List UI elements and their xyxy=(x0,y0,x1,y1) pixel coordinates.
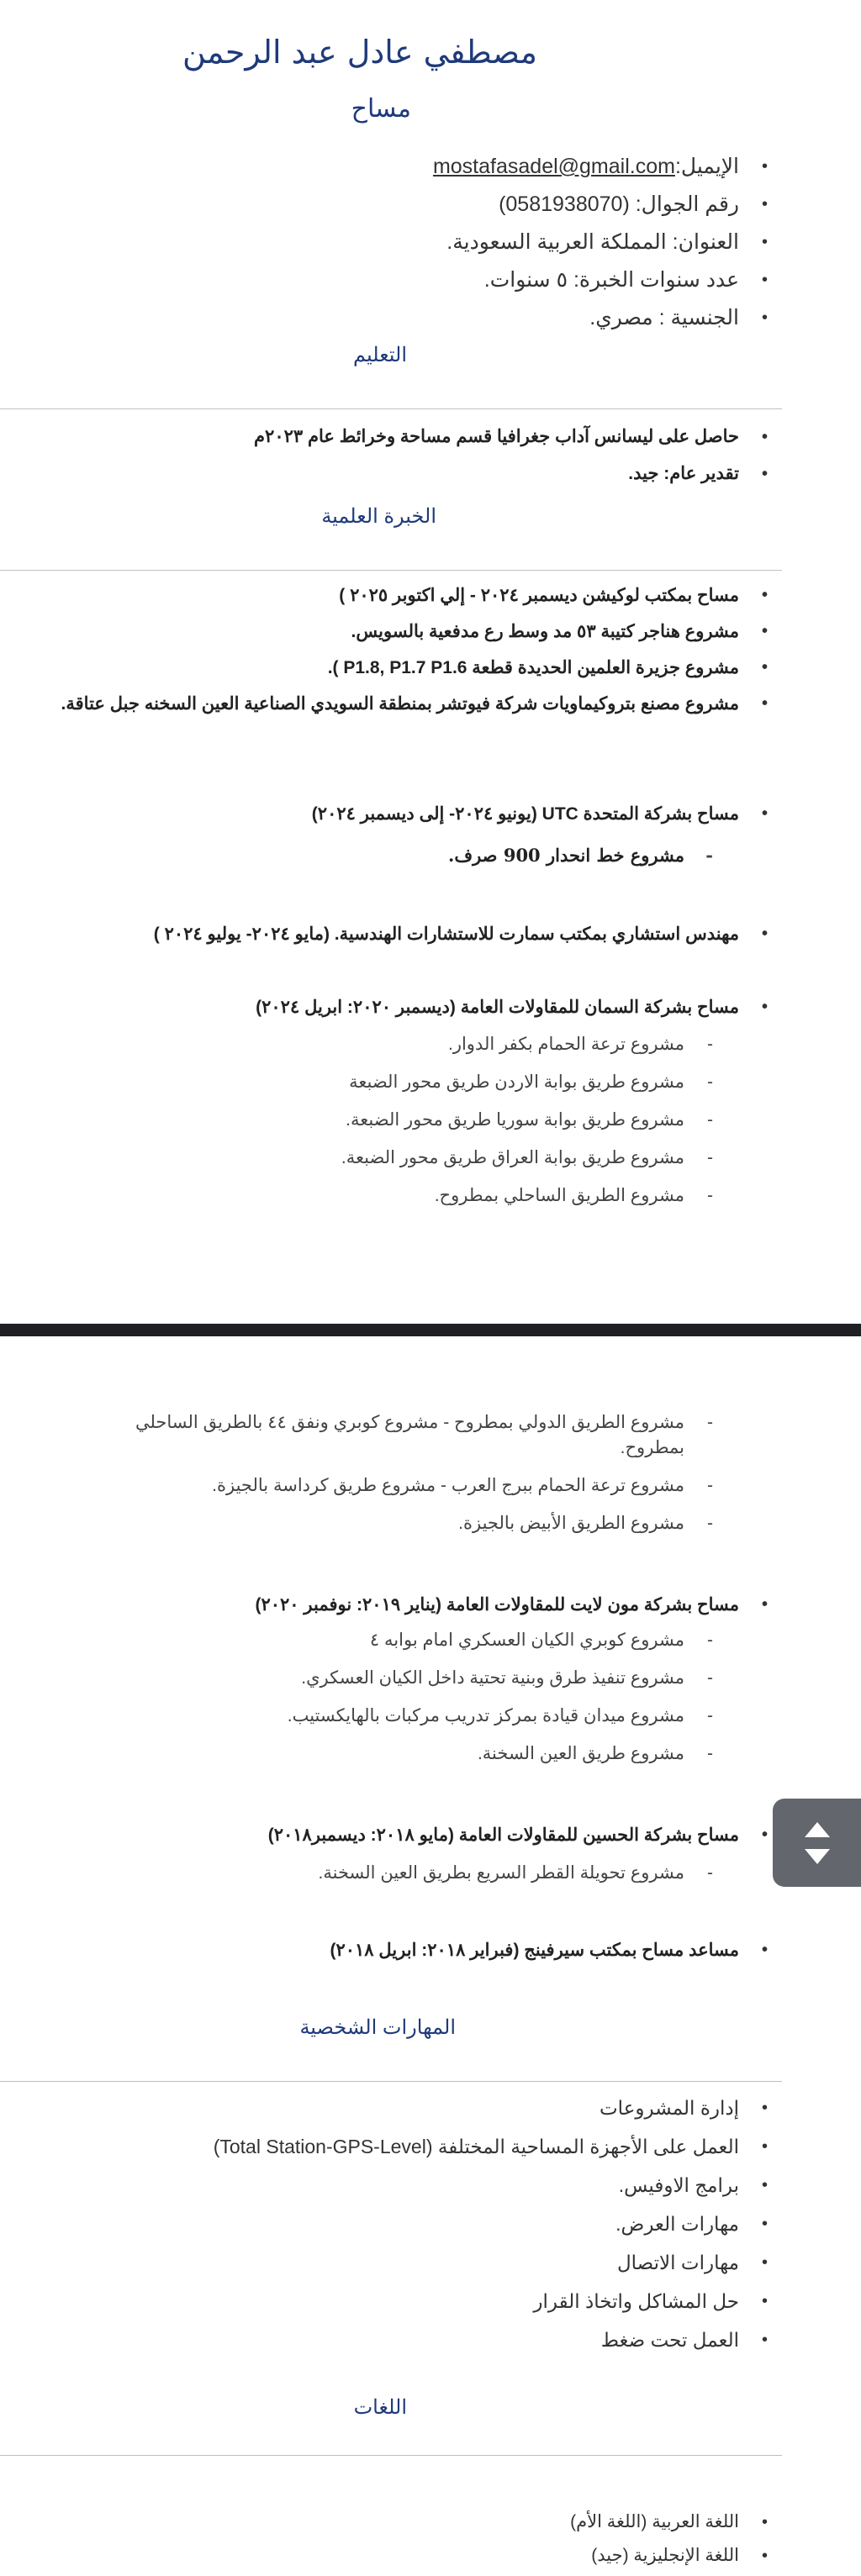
candidate-name: مصطفي عادل عبد الرحمن xyxy=(182,34,537,71)
contact-phone: رقم الجوال: (0581938070) • xyxy=(433,189,739,227)
job2-title: مساح بشركة المتحدة UTC (يونيو ٢٠٢٤- إلى ديسمبر ٢٠٢٤) • xyxy=(312,803,739,825)
job2-projects xyxy=(448,843,684,881)
job2-list xyxy=(312,803,739,825)
job5-project-1: مشروع كوبري الكيان العسكري امام بوابه ٤ - xyxy=(288,1628,684,1653)
job4-project-3: مشروع طريق بوابة سوريا طريق محور الضبعة. - xyxy=(341,1108,684,1133)
job6-list xyxy=(268,1824,739,1846)
job1-list xyxy=(50,584,739,715)
education-degree: حاصل على ليسانس آداب جغرافيا قسم مساحة وخرائط عام ٢٠٢٣م • xyxy=(254,424,739,461)
job4-title: مساح بشركة السمان للمقاولات العامة (ديسمبر ٢٠٢٠: ابريل ٢٠٢٤) • xyxy=(256,996,739,1019)
skill-item: مهارات الاتصال • xyxy=(214,2247,739,2286)
job4-projects-continued xyxy=(113,1410,684,1549)
job4-project-1: مشروع ترعة الحمام بكفر الدوار. - xyxy=(341,1032,684,1057)
job1-project-2: مشروع جزيرة العلمين الحديدة قطعة P1.8, P1.7 P1.6 ). • xyxy=(50,656,739,693)
email-label: الإيميل: xyxy=(674,155,739,178)
job5-project-2: مشروع تنفيذ طرق وبنية تحتية داخل الكيان العسكري. - xyxy=(288,1666,684,1691)
job1-project-3: مشروع مصنع بتروكيماويات شركة فيوتشر بمنطقة السويدي الصناعية العين السخنه جبل عتاقة. • xyxy=(50,693,739,715)
job4-project-2: مشروع طريق بوابة الاردن طريق محور الضبعة - xyxy=(341,1070,684,1095)
job6-project-1: مشروع تحويلة القطر السريع بطريق العين السخنة. - xyxy=(319,1861,684,1886)
contact-address: العنوان: المملكة العربية السعودية. • xyxy=(433,227,739,265)
job5-title: مساح بشركة مون لايت للمقاولات العامة (يناير ٢٠١٩: نوفمبر ٢٠٢٠) • xyxy=(255,1594,739,1616)
languages-list xyxy=(570,2509,739,2576)
scroll-toggle-button[interactable] xyxy=(773,1799,861,1887)
section-divider xyxy=(0,570,782,571)
contact-experience-years: عدد سنوات الخبرة: ٥ سنوات. • xyxy=(433,265,739,303)
job2-project-1: مشروع خط انحدار 900 صرف. - xyxy=(448,843,684,868)
job7-list xyxy=(330,1939,739,1962)
skills-list xyxy=(214,2093,739,2363)
skill-item: برامج الاوفيس. • xyxy=(214,2170,739,2209)
job-title: مساح xyxy=(351,94,411,124)
email-link[interactable]: mostafasadel@gmail.com xyxy=(432,155,675,178)
job4-projects xyxy=(341,1032,684,1221)
skill-item: إدارة المشروعات • xyxy=(214,2093,739,2131)
contact-email xyxy=(433,151,739,189)
education-list xyxy=(254,424,739,498)
job6-projects xyxy=(319,1861,684,1899)
skills-heading: المهارات الشخصية xyxy=(299,2016,456,2039)
skill-item: مهارات العرض. • xyxy=(214,2209,739,2247)
job1-project-1: مشروع هناجر كتيبة ٥٣ مد وسط رع مدفعية بالسويس. • xyxy=(50,620,739,656)
section-divider xyxy=(0,408,782,409)
up-down-chevrons-icon xyxy=(801,1819,833,1867)
job4-project-6: مشروع الطريق الدولي بمطروح - مشروع كوبري ونفق ٤٤ بالطريق الساحلي بمطروح. - xyxy=(113,1410,684,1461)
languages-heading: اللغات xyxy=(353,2396,407,2419)
job5-project-4: مشروع طريق العين السخنة. - xyxy=(288,1741,684,1767)
job4-list xyxy=(256,996,739,1019)
skill-item: العمل تحت ضغط • xyxy=(214,2325,739,2363)
contact-list xyxy=(433,151,739,340)
contact-nationality: الجنسية : مصري. • xyxy=(433,303,739,340)
job5-project-3: مشروع ميدان قيادة بمركز تدريب مركبات بالهايكستيب. - xyxy=(288,1704,684,1729)
education-grade: تقدير عام: جيد. • xyxy=(254,461,739,498)
skill-item: حل المشاكل واتخاذ القرار • xyxy=(214,2286,739,2325)
education-heading: التعليم xyxy=(353,344,407,366)
job3-title: مهندس استشاري بمكتب سمارت للاستشارات الهندسية. (مايو ٢٠٢٤- يوليو ٢٠٢٤ ) • xyxy=(154,923,739,946)
job1-title: مساح بمكتب لوكيشن ديسمبر ٢٠٢٤ - إلي اكتوبر ٢٠٢٥ ) • xyxy=(50,584,739,620)
job4-project-5: مشروع الطريق الساحلي بمطروح. - xyxy=(341,1183,684,1209)
job4-project-8: مشروع الطريق الأبيض بالجيزة. - xyxy=(113,1511,684,1536)
job5-list xyxy=(255,1594,739,1616)
job6-title: مساح بشركة الحسين للمقاولات العامة (مايو ٢٠١٨: ديسمبر٢٠١٨) • xyxy=(268,1824,739,1846)
job4-project-7: مشروع ترعة الحمام ببرج العرب - مشروع طريق كرداسة بالجيزة. - xyxy=(113,1473,684,1499)
job4-project-4: مشروع طريق بوابة العراق طريق محور الضبعة. - xyxy=(341,1146,684,1171)
job3-list xyxy=(154,923,739,946)
section-divider xyxy=(0,2455,782,2456)
section-divider xyxy=(0,2081,782,2082)
job7-title: مساعد مساح بمكتب سيرفينج (فبراير ٢٠١٨: ابريل ٢٠١٨) • xyxy=(330,1939,739,1962)
language-english: اللغة الإنجليزية (جيد) • xyxy=(570,2542,739,2576)
language-arabic: اللغة العربية (اللغة الأم) • xyxy=(570,2509,739,2542)
experience-heading: الخبرة العلمية xyxy=(321,505,436,528)
job5-projects xyxy=(288,1628,684,1779)
skill-item: العمل على الأجهزة المساحية المختلفة (Total Station-GPS-Level) • xyxy=(214,2131,739,2170)
page-separator xyxy=(0,1324,861,1336)
